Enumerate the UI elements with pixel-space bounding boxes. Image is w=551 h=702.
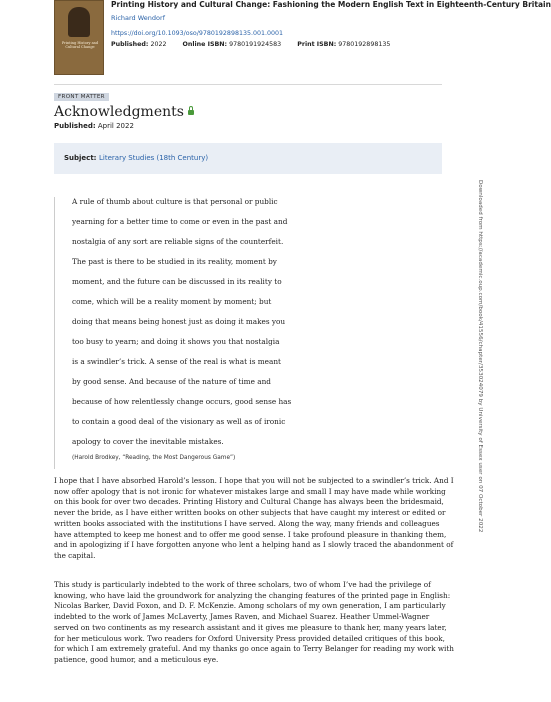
paragraph-line: never the bride, as I have either written books on other subjects that have caught my interest or edited or xyxy=(54,508,446,518)
page-title xyxy=(54,104,194,120)
quote-line: yearning for a better time to come or even in the past and xyxy=(72,217,288,226)
body-paragraph xyxy=(54,580,454,666)
paragraph-line: and in apologizing if I have forgotten anyone who lent a helping hand as I slowly traced the abandonment of xyxy=(54,540,454,550)
quote-line: because of how relentlessly change occurs, good sense has xyxy=(72,397,292,406)
paragraph-line: served on two continents as my research assistant and it gives me pleasure to thank her, many years later, xyxy=(54,622,447,632)
quote-line: The past is there to be studied in its reality, moment by xyxy=(72,257,277,266)
quote-attribution: (Harold Brodkey, “Reading, the Most Dangerous Game”) xyxy=(72,455,236,461)
book-cover-image[interactable] xyxy=(54,0,104,75)
quote-line: is a swindler’s trick. A sense of the real is what is meant xyxy=(72,357,281,366)
quote-line: moment, and the future can be discussed in its reality to xyxy=(72,277,282,286)
online-isbn: 9780191924583 xyxy=(229,41,282,48)
published-label: Published: xyxy=(111,41,149,48)
chapter-published-date: April 2022 xyxy=(97,122,134,130)
paragraph-line: for which I am extremely grateful. And my thanks go once again to Terry Belanger for reading my work with xyxy=(54,644,454,654)
cover-portrait xyxy=(68,7,90,37)
subject-link[interactable]: Literary Studies (18th Century) xyxy=(99,154,209,162)
header-divider xyxy=(54,84,442,85)
cover-title: Printing History and Cultural Change xyxy=(61,41,99,49)
print-isbn: 9780192898135 xyxy=(338,41,391,48)
quote-line: by good sense. And because of the nature of time and xyxy=(72,377,271,386)
print-isbn-label: Print ISBN: xyxy=(297,41,337,48)
book-meta xyxy=(111,41,390,48)
download-watermark: Downloaded from https://academic.oup.com/book/41556/chapter/353024079 by University of Essex user on 07 October 2022 xyxy=(477,180,483,533)
book-title[interactable]: Printing History and Cultural Change: Fashioning the Modern English Text in Eighteenth-Century Britain xyxy=(111,0,551,9)
quote-line: apology to cover the inevitable mistakes. xyxy=(72,437,224,446)
paragraph-line: the capital. xyxy=(54,550,96,560)
paragraph-line: This study is particularly indebted to the work of three scholars, two of whom I’ve had the privilege of xyxy=(54,580,431,589)
subject-label: Subject: xyxy=(64,154,97,162)
paragraph-line: patience, good humor, and a meticulous eye. xyxy=(54,654,219,664)
unlock-icon xyxy=(188,110,194,115)
online-isbn-label: Online ISBN: xyxy=(182,41,228,48)
quote-line: to contain a good deal of the visionary as well as of ironic xyxy=(72,417,286,426)
paragraph-line: have attempted to keep me honest and to offer me good sense. I take profound pleasure in thanking them, xyxy=(54,529,447,539)
paragraph-line: written books associated with the institutions I have served. Along the way, many friends and colleagues xyxy=(54,518,440,528)
epigraph-quote xyxy=(54,197,295,469)
doi-link[interactable]: https://doi.org/10.1093/oso/9780192898135.001.0001 xyxy=(111,30,284,37)
paragraph-line: knowing, who have laid the groundwork for analyzing the changing features of the printed page in English: xyxy=(54,590,451,600)
paragraph-line: I hope that I have absorbed Harold’s lesson. I hope that you will not be subjected to a swindler’s trick. And I xyxy=(54,476,454,485)
subject-box xyxy=(54,143,442,174)
quote-line: doing that means being honest just as doing it makes you xyxy=(72,317,286,326)
paragraph-line: now offer apology that is not ironic for whatever mistakes large and small I may have made while working xyxy=(54,486,446,496)
published-year: 2022 xyxy=(150,41,167,48)
chapter-published xyxy=(54,122,134,130)
body-paragraph xyxy=(54,476,454,562)
quote-line: too busy to yearn; and doing it shows you that nostalgia xyxy=(72,337,280,346)
quote-line: nostalgia of any sort are reliable signs of the counterfeit. xyxy=(72,237,284,246)
quote-line: come, which will be a reality moment by moment; but xyxy=(72,297,272,306)
paragraph-line: indebted to the work of James McLaverty, James Raven, and Michael Suarez. Heather Ummel-Wagner xyxy=(54,612,430,622)
paragraph-line: Nicolas Barker, David Foxon, and D. F. McKenzie. Among scholars of my own generation, I am particularly xyxy=(54,601,446,611)
quote-line: A rule of thumb about culture is that personal or public xyxy=(72,197,278,206)
chapter-published-label: Published: xyxy=(54,122,96,130)
book-header xyxy=(54,0,551,76)
chapter-title: Acknowledgments xyxy=(54,104,184,120)
front-matter-badge: FRONT MATTER xyxy=(54,93,109,101)
paragraph-line: for her meticulous work. Two readers for Oxford University Press provided detailed critiques of this book, xyxy=(54,633,445,643)
author-link[interactable]: Richard Wendorf xyxy=(111,14,165,22)
paragraph-line: on this book for over two decades. Printing History and Cultural Change has always been the bridesmaid, xyxy=(54,497,444,507)
